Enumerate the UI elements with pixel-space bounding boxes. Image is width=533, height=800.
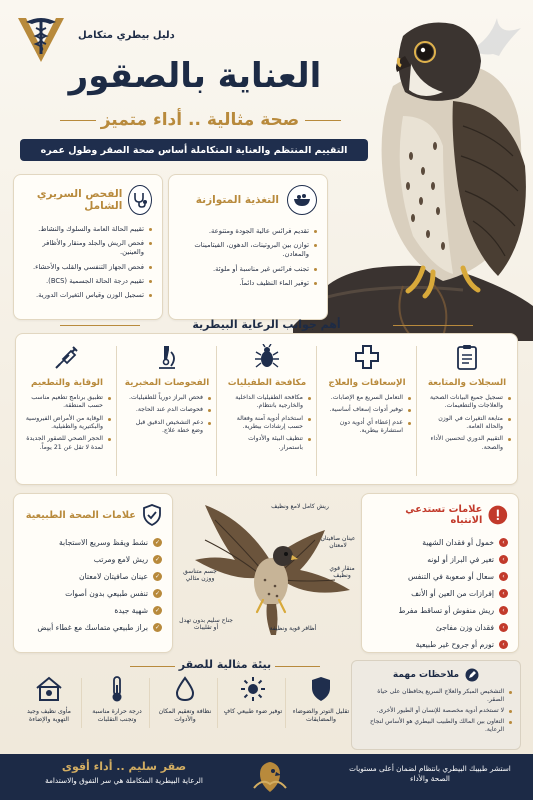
label-body: جسم متناسق ووزن مثالي xyxy=(183,568,217,583)
healthy-signs-card xyxy=(13,493,173,653)
thermometer-icon xyxy=(110,675,124,703)
list-item: لا تستخدم أدوية مخصصة للإنسان أو الطيور الأخرى. xyxy=(360,707,512,715)
label-eyes: عينان صافيتان لامعتان xyxy=(320,535,356,550)
list-item: › ريش منفوش أو تساقط مفرط xyxy=(372,606,508,615)
list-item: دعم التشخيص الدقيق قبل وضع خطة علاج. xyxy=(123,419,211,436)
section-divider xyxy=(130,666,175,667)
list-item: ✓ تنفس طبيعي بدون أصوات xyxy=(65,589,161,598)
clinical-exam-card xyxy=(13,174,163,320)
list-item: ✓ نشط ويقظ وسريع الاستجابة xyxy=(58,538,161,547)
list-item: ✓ عينان صافيتان لامعتان xyxy=(79,572,161,581)
warning-list xyxy=(372,538,508,649)
env-item-label: نظافة وتعقيم المكان والأدوات xyxy=(158,708,212,724)
aspect-parasite-control xyxy=(217,342,317,482)
list-item: فحوصات الدم عند الحاجة. xyxy=(123,406,211,414)
syringe-icon xyxy=(52,342,82,372)
env-divider xyxy=(285,678,286,728)
notes-title: ملاحظات مهمة xyxy=(392,670,460,680)
label-talons: أظافر قوية ونظيفة xyxy=(269,625,317,632)
list-item: توفير الماء النظيف دائماً. xyxy=(179,279,317,288)
env-item-label: درجة حرارة مناسبة وتجنب التقلبات xyxy=(92,708,142,724)
nutrition-card xyxy=(168,174,328,320)
list-item: › سعال أو صعوبة في التنفس xyxy=(372,572,508,581)
clinical-exam-list xyxy=(24,225,152,300)
falcon-on-glove-illustration xyxy=(293,6,533,341)
env-item-natural-light xyxy=(222,675,284,716)
notes-list xyxy=(360,688,512,734)
list-item: › خمول أو فقدان الشهية xyxy=(372,538,508,547)
list-item: التقييم الدوري لتحسين الأداء والصحة. xyxy=(423,435,511,452)
list-item: التعاون بين المالك والطبيب البيطري هو الأساس لنجاح الرعاية. xyxy=(360,718,512,734)
aspect-title: الوقاية والتطعيم xyxy=(31,378,103,388)
nutrition-list xyxy=(179,227,317,288)
stethoscope-icon xyxy=(128,185,152,215)
section-divider xyxy=(275,666,320,667)
env-item-label: مأوى نظيف وجيد التهوية والإضاءة xyxy=(27,708,71,724)
bug-icon xyxy=(252,342,282,372)
aspect-records xyxy=(417,342,517,482)
water-drop-icon xyxy=(175,676,195,702)
microscope-icon xyxy=(152,342,182,372)
list-item: تطبيق برنامج تطعيم مناسب حسب المنطقة. xyxy=(23,394,111,411)
list-item: تجنب فرائس غير مناسبة أو ملوثة. xyxy=(179,265,317,274)
subtitle-divider-right xyxy=(305,120,341,121)
list-item: فحص الجهاز التنفسي والقلب والأحشاء. xyxy=(24,263,152,272)
list-item: › إفرازات من العين أو الأنف xyxy=(372,589,508,598)
list-item: فحص البراز دورياً للطفيليات. xyxy=(123,394,211,402)
list-item: متابعة التغيرات في الوزن والحالة العامة. xyxy=(423,415,511,432)
aspect-lab-tests xyxy=(117,342,217,482)
list-item: الوقاية من الأمراض الفيروسية والبكتيرية والطفيلية. xyxy=(23,415,111,432)
list-item: استخدام أدوية آمنة وفعالة حسب إرشادات بيطرية. xyxy=(223,415,311,432)
list-item: التشخيص المبكر والعلاج السريع يحافظان على حياة الصقر. xyxy=(360,688,512,704)
list-item: عدم إعطاء أي أدوية دون استشارة بيطرية. xyxy=(323,419,411,436)
list-item: تنظيف البيئة والأدوات باستمرار. xyxy=(223,435,311,452)
footer-slogan-sub: الرعاية البيطرية المتكاملة هي سر التفوق والاستدامة xyxy=(45,776,203,785)
aspects-title: أهم جوانب الرعاية البيطرية xyxy=(192,318,341,331)
healthy-title: علامات الصحة الطبيعية xyxy=(25,509,136,521)
shield-check-icon xyxy=(142,504,162,526)
page-subtitle: صحة مثالية .. أداء متميز xyxy=(100,110,300,130)
list-item: تقييم درجة الحالة الجسمية (BCS). xyxy=(24,277,152,286)
shield-icon xyxy=(310,676,332,702)
alert-icon xyxy=(488,505,508,525)
list-item: تسجيل جميع البيانات الصحية والعلاجات والتطعيمات. xyxy=(423,394,511,411)
list-item: توفير أدوات إسعاف أساسية. xyxy=(323,406,411,414)
pencil-icon xyxy=(465,668,479,682)
env-item-label: تقليل التوتر والضوضاء والمضايقات xyxy=(292,708,350,724)
env-item-shelter xyxy=(18,675,80,724)
falcon-emblem-icon xyxy=(252,758,288,796)
label-wings: جناح سليم بدون تهدل أو تقليبات xyxy=(179,617,233,632)
nutrition-title: التغذية المتوازنة xyxy=(195,194,279,206)
important-notes-box xyxy=(351,660,521,750)
footer-slogan xyxy=(14,760,234,785)
sun-icon xyxy=(240,676,266,702)
warning-title: علامات تستدعي الانتباه xyxy=(405,504,483,526)
label-feathers: ريش كامل لامع ونظيف xyxy=(271,503,329,510)
list-item: التعامل السريع مع الإصابات. xyxy=(323,394,411,402)
page-title: العناية بالصقور xyxy=(68,56,322,96)
list-item: الحجر الصحي للصقور الجديدة لمدة لا تقل عن 21 يوماً. xyxy=(23,435,111,452)
list-item: › تورم أو جروح غير طبيعية xyxy=(372,640,508,649)
section-divider xyxy=(60,325,140,326)
food-bowl-icon xyxy=(287,185,317,215)
clinical-exam-title: الفحص السريري الشامل xyxy=(36,188,123,212)
section-divider xyxy=(393,325,473,326)
list-item: تسجيل الوزن وقياس التغيرات الدورية. xyxy=(24,291,152,300)
list-item: ✓ شهية جيدة xyxy=(114,606,161,615)
label-beak: منقار قوي ونظيف xyxy=(329,565,355,580)
footer-advice: استشر طبيبك البيطري بانتظام لضمان أعلى مستويات الصحة والأداء xyxy=(349,764,511,784)
list-item: تقديم فرائس عالية الجودة ومتنوعة. xyxy=(179,227,317,236)
list-item: ✓ ريش لامع ومرتب xyxy=(93,555,161,564)
list-item: › فقدان وزن مفاجئ xyxy=(372,623,508,632)
list-item: تقييم الحالة العامة والسلوك والنشاط. xyxy=(24,225,152,234)
env-item-temperature xyxy=(86,675,148,724)
list-item: مكافحة الطفيليات الداخلية والخارجية بانتظام. xyxy=(223,394,311,411)
env-item-cleanliness xyxy=(154,675,216,724)
aspect-prevention-vaccination xyxy=(17,342,117,482)
list-item: فحص الريش والجلد ومنقار والأظافر والعينين. xyxy=(24,239,152,257)
list-item: › تغير في البراز أو لونه xyxy=(372,555,508,564)
footer-bar xyxy=(0,754,533,800)
vet-care-aspects-panel xyxy=(15,333,518,485)
aspect-title: السجلات والمتابعة xyxy=(427,378,507,388)
env-divider xyxy=(217,678,218,728)
env-divider xyxy=(81,678,82,728)
environment-title: بيئة مثالية للصقر xyxy=(178,658,272,671)
list-item: توازن بين البروتينات، الدهون، الفيتامينات والمعادن. xyxy=(179,241,317,259)
clipboard-icon xyxy=(452,342,482,372)
env-item-low-stress xyxy=(290,675,352,724)
aspect-title: مكافحة الطفيليات xyxy=(227,378,307,388)
footer-slogan-title: صقر سليم .. أداء أقوى xyxy=(61,760,187,773)
warning-signs-card xyxy=(361,493,519,653)
brand-label: دليل بيطري متكامل xyxy=(78,30,175,41)
header-banner: التقييم المنتظم والعناية المتكاملة أساس صحة الصقر وطول عمره xyxy=(20,139,368,161)
aspect-first-aid xyxy=(317,342,417,482)
medical-cross-icon xyxy=(352,342,382,372)
healthy-list xyxy=(24,538,162,632)
aspect-title: الإسعافات والعلاج xyxy=(328,378,406,388)
house-icon xyxy=(35,676,63,702)
list-item: ✓ براز طبيعي متماسك مع غطاء أبيض xyxy=(37,623,161,632)
env-divider xyxy=(149,678,150,728)
env-item-label: توفير ضوء طبيعي كافٍ xyxy=(223,708,283,715)
aspect-title: الفحوصات المخبرية xyxy=(124,378,210,388)
